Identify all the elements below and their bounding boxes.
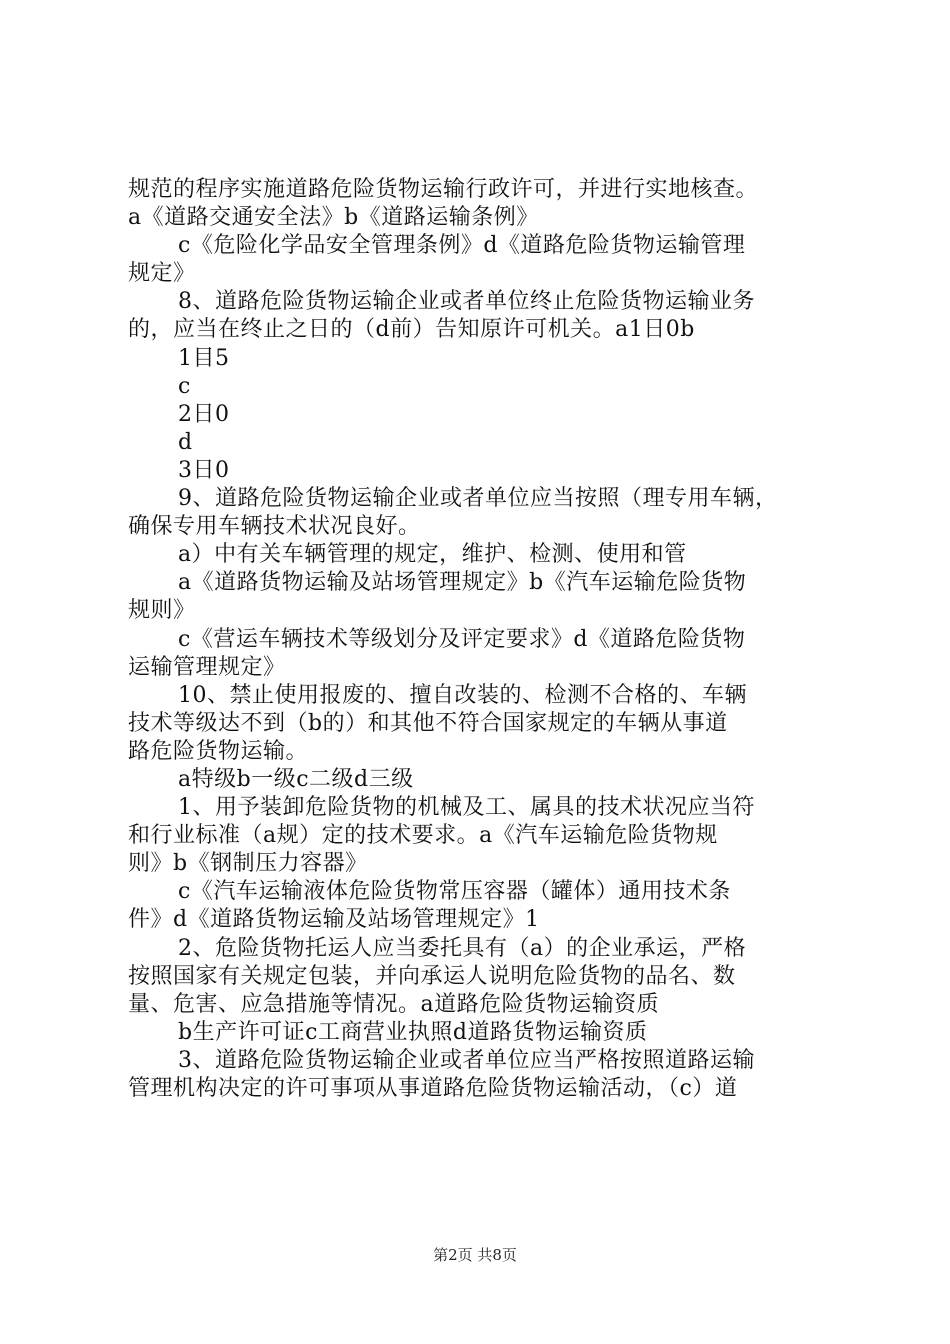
text-line: 2日0: [178, 401, 230, 427]
text-line: b生产许可证c工商营业执照d道路货物运输资质: [178, 1019, 648, 1045]
text-line: 3、道路危险货物运输企业或者单位应当严格按照道路运输: [178, 1047, 755, 1073]
text-line: 则》b《钢制压力容器》: [128, 851, 368, 877]
document-body: [128, 176, 840, 1103]
page-footer: 第2页 共8页: [433, 1246, 517, 1264]
text-line: 规定》: [128, 261, 196, 287]
text-line: a特级b一级c二级d三级: [178, 766, 414, 792]
text-line: 管理机构决定的许可事项从事道路危险货物运输活动，（c）道: [128, 1076, 738, 1101]
text-line: a）中有关车辆管理的规定，维护、检测、使用和管: [178, 542, 687, 568]
text-line: 3日0: [178, 457, 230, 483]
text-line: c《营运车辆技术等级划分及评定要求》d《道路危险货物: [178, 626, 746, 652]
text-line: 按照国家有关规定包装，并向承运人说明危险货物的品名、数: [128, 963, 736, 989]
text-line: 9、道路危险货物运输企业或者单位应当按照（理专用车辆，: [178, 486, 778, 512]
text-line: 1、用予装卸危险货物的机械及工、属具的技术状况应当符: [178, 795, 755, 821]
text-line: 的，应当在终止之日的（d前）告知原许可机关。a1日0b: [128, 317, 695, 343]
text-line: 规则》: [128, 598, 196, 624]
text-line: 10、禁止使用报废的、擅自改装的、检测不合格的、车辆: [178, 682, 747, 708]
text-line: d: [178, 429, 193, 455]
text-line: 1目5: [178, 345, 230, 371]
text-line: c《汽车运输液体危险货物常压容器（罐体）通用技术条: [178, 879, 731, 905]
text-line: 8、道路危险货物运输企业或者单位终止危险货物运输业务: [178, 289, 755, 315]
text-line: 2、危险货物托运人应当委托具有（a）的企业承运，严格: [178, 935, 747, 961]
text-line: 和行业标准（a规）定的技术要求。a《汽车运输危险货物规: [128, 823, 718, 849]
text-line: a《道路货物运输及站场管理规定》b《汽车运输危险货物: [178, 570, 747, 596]
text-line: c《危险化学品安全管理条例》d《道路危险货物运输管理: [178, 233, 746, 259]
text-line: 件》d《道路货物运输及站场管理规定》1: [128, 907, 540, 933]
text-line: 技术等级达不到（b的）和其他不符合国家规定的车辆从事道: [128, 710, 728, 736]
text-line: 规范的程序实施道路危险货物运输行政许可，并进行实地核查。: [128, 177, 759, 202]
text-line: a《道路交通安全法》b《道路运输条例》: [128, 205, 539, 231]
text-line: 确保专用车辆技术状况良好。: [128, 514, 421, 540]
text-line: c: [178, 373, 191, 399]
text-line: 路危险货物运输。: [128, 738, 309, 764]
text-line: 量、危害、应急措施等情况。a道路危险货物运输资质: [128, 991, 660, 1017]
text-line: 运输管理规定》: [128, 654, 286, 680]
